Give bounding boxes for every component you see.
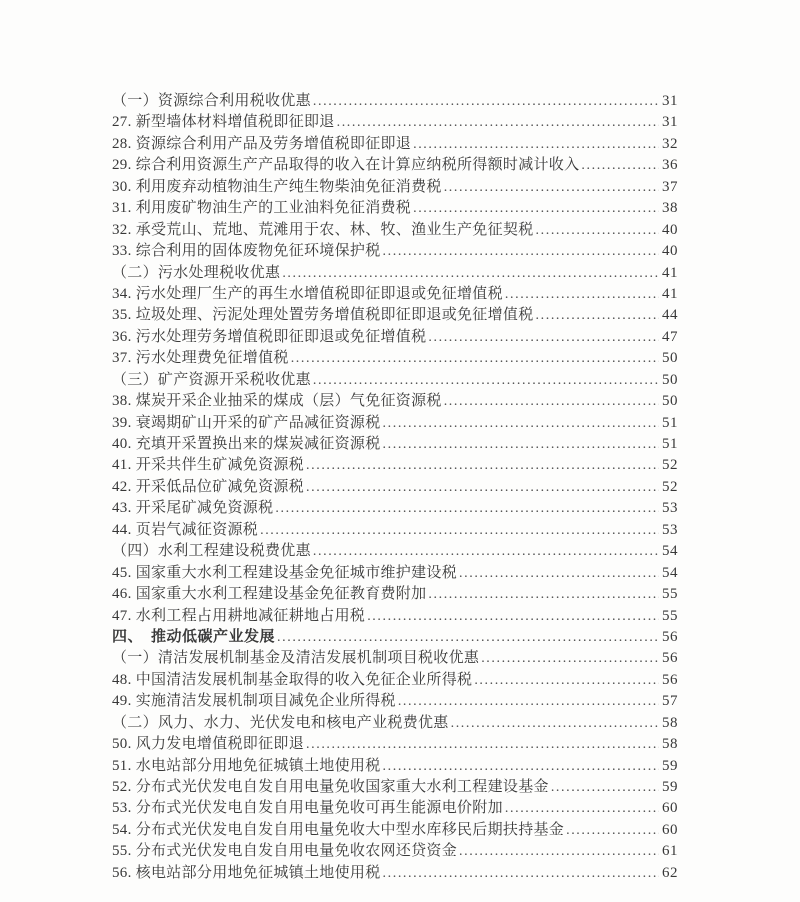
toc-entry-page: 40 <box>662 243 678 260</box>
toc-entry-label: 56. 核电站部分用地免征城镇土地使用税 <box>112 864 381 881</box>
dot-leader <box>566 820 659 841</box>
dot-leader <box>413 134 659 155</box>
toc-entry-label: 43. 开采尾矿减免资源税 <box>112 500 274 517</box>
dot-leader <box>505 284 659 305</box>
toc-entry-page: 40 <box>662 221 678 238</box>
dot-leader <box>536 305 659 326</box>
dot-leader <box>459 841 659 862</box>
toc-entry-page: 52 <box>662 457 678 474</box>
toc-entry <box>112 498 678 519</box>
toc-entry <box>112 563 678 584</box>
toc-entry-label: 30. 利用废弃动植物油生产纯生物柴油免征消费税 <box>112 178 442 195</box>
toc-entry-label: （一）清洁发展机制基金及清洁发展机制项目税收优惠 <box>112 650 480 667</box>
toc-entry-page: 54 <box>662 543 678 560</box>
toc-entry-page: 50 <box>662 350 678 367</box>
toc-entry <box>112 177 678 198</box>
dot-leader <box>282 263 659 284</box>
toc-entry-label: 51. 水电站部分用地免征城镇土地使用税 <box>112 757 381 774</box>
toc-entry <box>112 734 678 755</box>
toc-entry-label: 52. 分布式光伏发电自发自用电量免收国家重大水利工程建设基金 <box>112 779 549 795</box>
toc-entry <box>112 670 678 691</box>
toc-entry <box>112 220 678 241</box>
toc-entry-page: 61 <box>662 843 678 860</box>
toc-entry-page: 31 <box>662 114 678 131</box>
toc-entry-label: 29. 综合利用资源生产产品取得的收入在计算应纳税所得额时减计收入 <box>112 157 580 174</box>
toc-entry <box>112 648 678 669</box>
dot-leader <box>551 777 659 798</box>
toc-entry-page: 38 <box>662 200 678 217</box>
toc-entry-page: 60 <box>662 821 678 838</box>
toc-entry-page: 32 <box>662 135 678 152</box>
toc-entry-page: 54 <box>662 564 678 581</box>
dot-leader <box>313 91 659 112</box>
toc-entry-label: （四）水利工程建设税费优惠 <box>112 543 311 560</box>
dot-leader <box>428 327 659 348</box>
toc-entry <box>112 777 678 798</box>
toc-entry-label: 46. 国家重大水利工程建设基金免征教育费附加 <box>112 586 427 603</box>
dot-leader <box>581 155 659 176</box>
toc-entry <box>112 434 678 455</box>
toc-entry <box>112 863 678 884</box>
toc-entry-label: 54. 分布式光伏发电自发自用电量免收大中型水库移民后期扶持基金 <box>112 821 565 838</box>
toc-entry <box>112 241 678 262</box>
toc-entry-page: 47 <box>662 328 678 345</box>
toc-entry-page: 62 <box>662 864 678 881</box>
toc-entry-page: 50 <box>662 393 678 410</box>
toc-entry <box>112 305 678 326</box>
toc-entry <box>112 370 678 391</box>
dot-leader <box>459 563 659 584</box>
toc-entry-page: 60 <box>662 800 678 817</box>
toc-entry <box>112 798 678 819</box>
dot-leader <box>313 541 659 562</box>
toc-entry <box>112 841 678 862</box>
toc-entry-page: 58 <box>662 736 678 753</box>
dot-leader <box>306 477 659 498</box>
toc-entry-page: 56 <box>662 628 678 645</box>
toc-entry-label: 39. 衰竭期矿山开采的矿产品减征资源税 <box>112 414 381 431</box>
toc-entry-label: 48. 中国清洁发展机制基金取得的收入免征企业所得税 <box>112 671 473 688</box>
dot-leader <box>306 734 659 755</box>
toc-entry-page: 53 <box>662 500 678 517</box>
dot-leader <box>291 348 659 369</box>
dot-leader <box>383 863 659 884</box>
toc-entry-label: 35. 垃圾处理、污泥处理处置劳务增值税即征即退或免征增值税 <box>112 307 534 324</box>
toc-entry-label: 41. 开采共伴生矿减免资源税 <box>112 457 305 474</box>
toc-entry-page: 56 <box>662 671 678 688</box>
toc-entry <box>112 691 678 712</box>
toc-entry-label: 28. 资源综合利用产品及劳务增值税即征即退 <box>112 135 412 152</box>
toc-entry-page: 37 <box>662 178 678 195</box>
toc-entry <box>112 713 678 734</box>
toc-entry <box>112 348 678 369</box>
toc-entry <box>112 756 678 777</box>
toc-entry <box>112 112 678 133</box>
toc-entry <box>112 820 678 841</box>
dot-leader <box>444 391 659 412</box>
toc-entry-label: 47. 水利工程占用耕地减征耕地占用税 <box>112 607 366 624</box>
toc-entry <box>112 606 678 627</box>
dot-leader <box>444 177 659 198</box>
toc-entry-label: 四、 推动低碳产业发展 <box>112 628 276 645</box>
dot-leader <box>451 713 659 734</box>
toc-entry-label: 55. 分布式光伏发电自发自用电量免收农网还贷资金 <box>112 843 458 860</box>
toc-entry-page: 41 <box>662 264 678 281</box>
toc-entry-page: 56 <box>662 650 678 667</box>
toc-entry-page: 55 <box>662 586 678 603</box>
dot-leader <box>398 691 659 712</box>
toc-entry-page: 59 <box>662 757 678 774</box>
toc-entry <box>112 327 678 348</box>
toc-entry <box>112 584 678 605</box>
dot-leader <box>337 112 659 133</box>
toc-entry-page: 41 <box>662 285 678 302</box>
toc-entry-label: 37. 污水处理费免征增值税 <box>112 350 289 367</box>
dot-leader <box>260 520 659 541</box>
toc-entry-page: 52 <box>662 478 678 495</box>
toc-entry-label: 40. 充填开采置换出来的煤炭减征资源税 <box>112 436 381 452</box>
toc-entry <box>112 284 678 305</box>
toc-entry <box>112 541 678 562</box>
dot-leader <box>505 798 659 819</box>
dot-leader <box>383 756 659 777</box>
toc-entry-label: 38. 煤炭开采企业抽采的煤成（层）气免征资源税 <box>112 393 442 410</box>
toc-entry-label: 50. 风力发电增值税即征即退 <box>112 736 305 753</box>
toc-entry-label: 49. 实施清洁发展机制项目减免企业所得税 <box>112 693 396 710</box>
toc-entry-label: 32. 承受荒山、荒地、荒滩用于农、林、牧、渔业生产免征契税 <box>112 221 534 238</box>
toc-entry-page: 57 <box>662 693 678 710</box>
toc-entry-label: 33. 综合利用的固体废物免征环境保护税 <box>112 243 381 260</box>
toc-entry-page: 44 <box>662 307 678 324</box>
toc-entry-label: （一）资源综合利用税收优惠 <box>112 93 311 109</box>
toc-entry-label: （三）矿产资源开采税收优惠 <box>112 371 311 388</box>
toc-entry-page: 59 <box>662 779 678 795</box>
toc-entry <box>112 198 678 219</box>
toc-entry-label: 44. 页岩气减征资源税 <box>112 521 259 538</box>
dot-leader <box>383 413 659 434</box>
dot-leader <box>481 648 659 669</box>
dot-leader <box>275 498 659 519</box>
toc-entry-label: 27. 新型墙体材料增值税即征即退 <box>112 114 335 131</box>
dot-leader <box>428 584 659 605</box>
dot-leader <box>277 627 659 648</box>
toc-entry-label: 36. 污水处理劳务增值税即征即退或免征增值税 <box>112 328 427 345</box>
dot-leader <box>474 670 659 691</box>
toc-entry-label: （二）风力、水力、光伏发电和核电产业税费优惠 <box>112 714 449 731</box>
toc-entry <box>112 155 678 176</box>
toc-entry-label: 31. 利用废矿物油生产的工业油料免征消费税 <box>112 200 412 217</box>
dot-leader <box>367 606 659 627</box>
toc-entry-label: （二）污水处理税收优惠 <box>112 264 281 281</box>
toc-entry <box>112 477 678 498</box>
toc-entry-page: 51 <box>662 436 678 452</box>
toc-entry-page: 36 <box>662 157 678 174</box>
toc-entry <box>112 413 678 434</box>
dot-leader <box>383 241 659 262</box>
toc-entry-label: 53. 分布式光伏发电自发自用电量免收可再生能源电价附加 <box>112 800 503 817</box>
toc-entry <box>112 520 678 541</box>
dot-leader <box>536 220 659 241</box>
toc-entry-page: 31 <box>662 93 678 109</box>
toc-entry <box>112 134 678 155</box>
dot-leader <box>413 198 659 219</box>
toc-entry-page: 51 <box>662 414 678 431</box>
toc-entry-page: 55 <box>662 607 678 624</box>
toc-entry <box>112 455 678 476</box>
toc-entry-page: 53 <box>662 521 678 538</box>
toc-entry-label: 34. 污水处理厂生产的再生水增值税即征即退或免征增值税 <box>112 285 503 302</box>
toc-entry-page: 50 <box>662 371 678 388</box>
toc-entry <box>112 263 678 284</box>
toc-entry-page: 58 <box>662 714 678 731</box>
toc-entry <box>112 627 678 648</box>
toc-entry <box>112 91 678 112</box>
toc-entry <box>112 391 678 412</box>
toc-entry-label: 42. 开采低品位矿减免资源税 <box>112 478 305 495</box>
toc-list <box>112 91 678 884</box>
toc-entry-label: 45. 国家重大水利工程建设基金免征城市维护建设税 <box>112 564 458 581</box>
dot-leader <box>383 434 659 455</box>
dot-leader <box>306 455 659 476</box>
dot-leader <box>313 370 659 391</box>
